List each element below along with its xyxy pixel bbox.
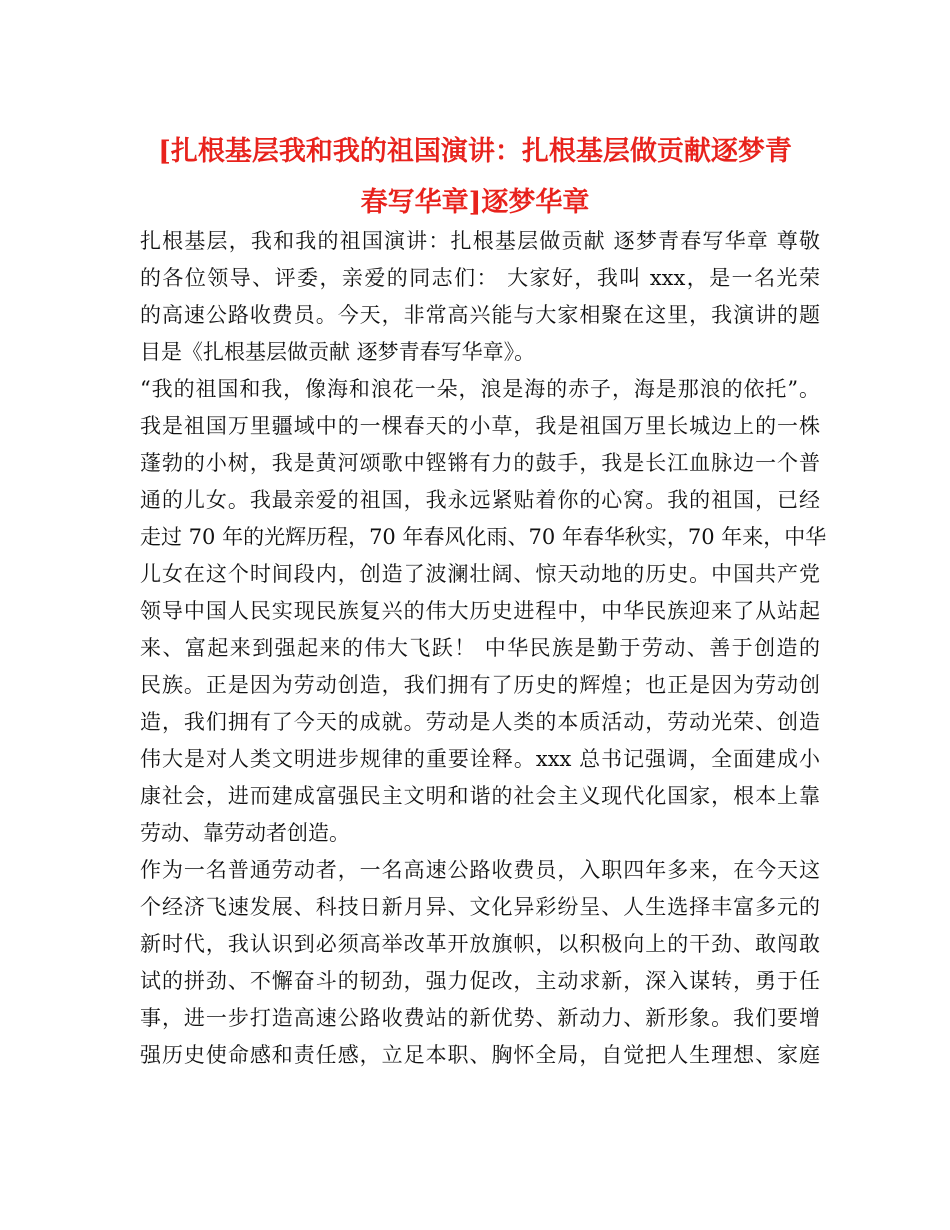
- body-line: 强历史使命感和责任感，立足本职、胸怀全局，自觉把人生理想、家庭: [140, 1043, 820, 1067]
- title-line: 春写华章]逐梦华章: [360, 187, 590, 218]
- body-line: 我是祖国万里疆域中的一棵春天的小草，我是祖国万里长城边上的一株: [140, 414, 820, 438]
- body-line: 民族。正是因为劳动创造，我们拥有了历史的辉煌；也正是因为劳动创: [140, 673, 820, 697]
- body-line: 伟大是对人类文明进步规律的重要诠释。xxx 总书记强调，全面建成小: [140, 747, 820, 771]
- title-line: [扎根基层我和我的祖国演讲：扎根基层做贡献逐梦青: [158, 136, 792, 167]
- body-line: 劳动、靠劳动者创造。: [140, 821, 350, 845]
- body-line: 的高速公路收费员。今天，非常高兴能与大家相聚在这里，我演讲的题: [140, 303, 820, 327]
- body-line: 目是《扎根基层做贡献 逐梦青春写华章》。: [140, 340, 536, 364]
- body-line: 走过 70 年的光辉历程，70 年春风化雨、70 年春华秋实，70 年来，中华: [140, 525, 827, 549]
- body-line: “我的祖国和我，像海和浪花一朵，浪是海的赤子，海是那浪的依托”。: [140, 377, 820, 401]
- body-line: 试的拼劲、不懈奋斗的韧劲，强力促改，主动求新，深入谋转，勇于任: [140, 969, 820, 993]
- body-line: 的各位领导、评委，亲爱的同志们： 大家好，我叫 xxx，是一名光荣: [140, 266, 820, 290]
- body-line: 作为一名普通劳动者，一名高速公路收费员，入职四年多来，在今天这: [140, 858, 820, 882]
- body-line: 新时代，我认识到必须高举改革开放旗帜，以积极向上的干劲、敢闯敢: [140, 932, 820, 956]
- body-line: 领导中国人民实现民族复兴的伟大历史进程中，中华民族迎来了从站起: [140, 599, 820, 623]
- body-line: 造，我们拥有了今天的成就。劳动是人类的本质活动，劳动光荣、创造: [140, 710, 820, 734]
- body-line: 来、富起来到强起来的伟大飞跃！ 中华民族是勤于劳动、善于创造的: [140, 636, 820, 660]
- body-line: 蓬勃的小树，我是黄河颂歌中铿锵有力的鼓手，我是长江血脉边一个普: [140, 451, 820, 475]
- document-title: [120, 126, 830, 228]
- body-line: 康社会，进而建成富强民主文明和谐的社会主义现代化国家，根本上靠: [140, 784, 820, 808]
- document-body: [140, 223, 827, 1074]
- body-line: 扎根基层，我和我的祖国演讲：扎根基层做贡献 逐梦青春写华章 尊敬: [140, 229, 820, 253]
- body-line: 儿女在这个时间段内，创造了波澜壮阔、惊天动地的历史。中国共产党: [140, 562, 820, 586]
- body-line: 事，进一步打造高速公路收费站的新优势、新动力、新形象。我们要增: [140, 1006, 820, 1030]
- body-line: 个经济飞速发展、科技日新月异、文化异彩纷呈、人生选择丰富多元的: [140, 895, 820, 919]
- body-line: 通的儿女。我最亲爱的祖国，我永远紧贴着你的心窝。我的祖国，已经: [140, 488, 820, 512]
